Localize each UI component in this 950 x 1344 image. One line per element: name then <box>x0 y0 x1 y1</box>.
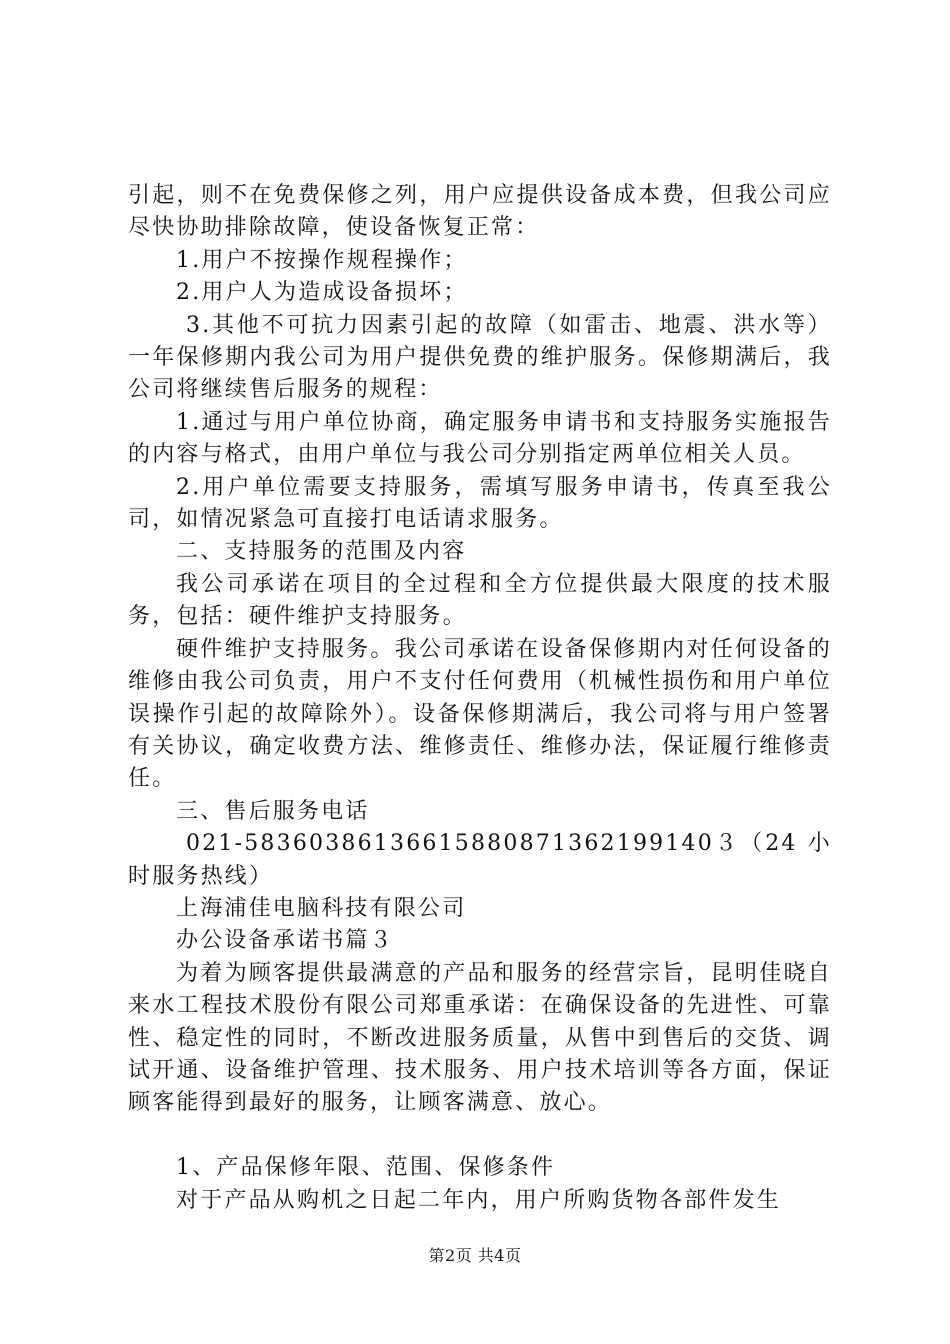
paragraph-9: 硬件维护支持服务。我公司承诺在设备保修期内对任何设备的维修由我公司负责，用户不支付任何费用（机械性损伤和用户单位误操作引起的故障除外）。设备保修期满后，我公司将与用户签署有关协议，确定收费方法、维修责任、维修办法，保证履行维修责任。 <box>128 636 832 792</box>
paragraph-2: 1.用户不按操作规程操作； <box>176 247 468 273</box>
paragraph-1: 引起，则不在免费保修之列，用户应提供设备成本费，但我公司应尽快协助排除故障，使设备恢复正常： <box>128 183 832 241</box>
document-body <box>128 180 832 1217</box>
document-title: 办公设备承诺书篇３ <box>176 928 394 954</box>
service-phone: 021-58360386136615880871362199140３（24 小时服务热线） <box>128 831 832 889</box>
paragraph-3: 2.用户人为造成设备损坏； <box>176 280 468 306</box>
paragraph-8: 我公司承诺在项目的全过程和全方位提供最大限度的技术服务，包括：硬件维护支持服务。 <box>128 571 832 630</box>
section-heading-3: 三、售后服务电话 <box>176 798 370 824</box>
paragraph-5: 1.通过与用户单位协商，确定服务申请书和支持服务实施报告的内容与格式，由用户单位与我公司分别指定两单位相关人员。 <box>128 409 832 468</box>
section-heading-1: 1、产品保修年限、范围、保修条件 <box>176 1155 556 1181</box>
paragraph-4: 3.其他不可抗力因素引起的故障（如雷击、地震、洪水等）一年保修期内我公司为用户提供免费的维护服务。保修期满后，我公司将继续售后服务的规程： <box>128 312 832 403</box>
blank-line <box>128 1120 832 1152</box>
paragraph-6: 2.用户单位需要支持服务，需填写服务申请书，传真至我公司，如情况紧急可直接打电话请求服务。 <box>128 474 832 533</box>
company-name: 上海浦佳电脑科技有限公司 <box>176 895 467 921</box>
page-footer: 第2页 共4页 <box>428 1246 522 1265</box>
section-heading-2: 二、支持服务的范围及内容 <box>176 539 467 565</box>
paragraph-16: 对于产品从购机之日起二年内，用户所购货物各部件发生 <box>176 1187 782 1213</box>
paragraph-14: 为着为顾客提供最满意的产品和服务的经营宗旨，昆明佳晓自来水工程技术股份有限公司郑重承诺：在确保设备的先进性、可靠性、稳定性的同时，不断改进服务质量，从售中到售后的交货、调试开通、设备维护管理、技术服务、用户技术培训等各方面，保证顾客能得到最好的服务，让顾客满意、放心。 <box>128 960 832 1116</box>
